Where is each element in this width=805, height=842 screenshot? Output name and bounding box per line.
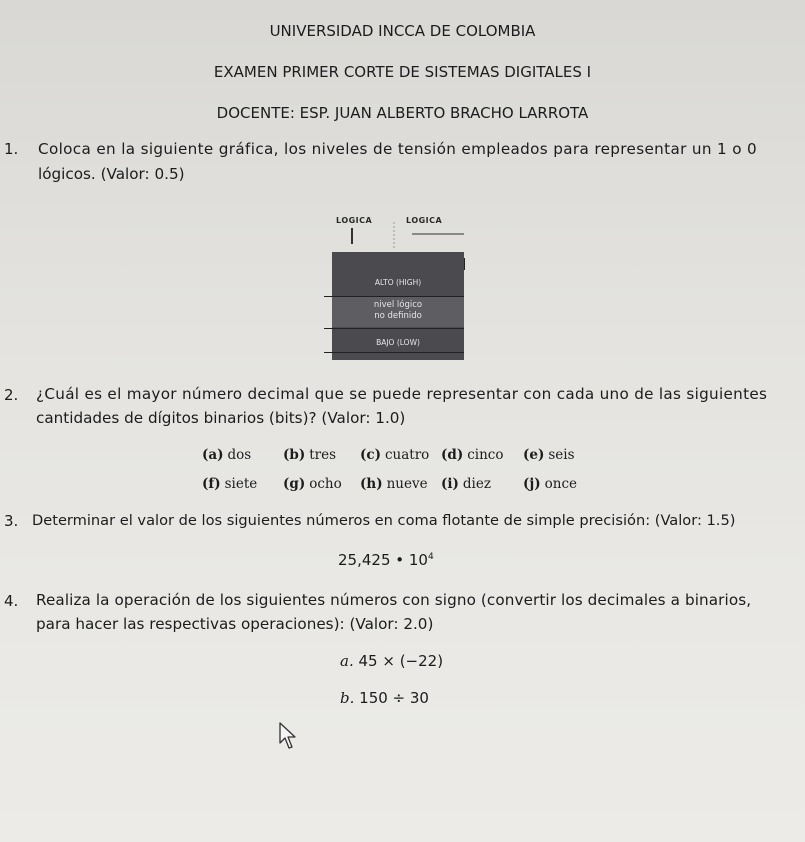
q4-item-b-expression: 150 ÷ 30: [359, 689, 429, 707]
upper-threshold-line: [324, 296, 464, 297]
q3-expression: [338, 551, 434, 569]
q4-item-a: [340, 652, 443, 670]
option-e: (e) seis: [523, 447, 575, 463]
q2-text-line1: ¿Cuál es el mayor número decimal que se puede representar con cada uno de las siguientes: [36, 385, 768, 403]
q2-text-line2: cantidades de dígitos binarios (bits)? (Valor: 1.0): [36, 409, 406, 427]
option-c: (c) cuatro: [360, 447, 430, 463]
q4-text-line2: para hacer las respectivas operaciones): (Valor: 2.0): [36, 615, 434, 633]
undefined-label-2: no definido: [374, 311, 422, 321]
option-b: (b) tres: [283, 447, 337, 463]
q2-number: 2.: [4, 386, 19, 404]
option-g: (g) ocho: [283, 476, 342, 492]
exam-title: EXAMEN PRIMER CORTE DE SISTEMAS DIGITALES I: [213, 63, 592, 81]
option-d: (d) cinco: [441, 447, 504, 463]
low-level-label: BAJO (LOW): [376, 338, 420, 347]
q3-text: Determinar el valor de los siguientes números en coma flotante de simple precisión: (Valor: 1.5): [32, 512, 736, 529]
undefined-label-1: nivel lógico: [373, 300, 423, 310]
q1-number: 1.: [4, 140, 19, 158]
q1-text-line2: lógicos. (Valor: 0.5): [38, 165, 185, 183]
diagram-label-right: LOGICA: [406, 216, 443, 225]
mouse-cursor-icon: [279, 722, 299, 750]
option-f: (f) siete: [202, 476, 258, 492]
q4-number: 4.: [4, 592, 19, 610]
bottom-line: [324, 352, 464, 353]
q3-number: 3.: [4, 512, 19, 530]
q3-expression-exponent: 4: [427, 552, 434, 562]
q4-item-b-label: b.: [340, 689, 355, 707]
option-h: (h) nueve: [360, 476, 428, 492]
option-i: (i) diez: [441, 476, 491, 492]
university-title: UNIVERSIDAD INCCA DE COLOMBIA: [269, 22, 536, 40]
q4-item-a-label: a.: [340, 652, 354, 670]
lower-threshold-line: [324, 328, 464, 329]
logic-levels-diagram: [314, 210, 474, 360]
q1-text-line1: Coloca en la siguiente gráfica, los niveles de tensión empleados para representar un 1 o 0: [38, 140, 758, 158]
q3-expression-base: 25,425 • 10: [338, 551, 428, 569]
option-j: (j) once: [523, 476, 578, 492]
q4-item-a-expression: 45 × (−22): [358, 652, 444, 670]
teacher-line: DOCENTE: ESP. JUAN ALBERTO BRACHO LARROTA: [216, 104, 589, 122]
q4-item-b: [340, 689, 429, 707]
high-level-label: ALTO (HIGH): [374, 278, 422, 287]
q4-text-line1: Realiza la operación de los siguientes números con signo (convertir los decimales a binarios,: [36, 591, 752, 609]
diagram-label-left: LOGICA: [336, 216, 373, 225]
option-a: (a) dos: [202, 447, 252, 463]
